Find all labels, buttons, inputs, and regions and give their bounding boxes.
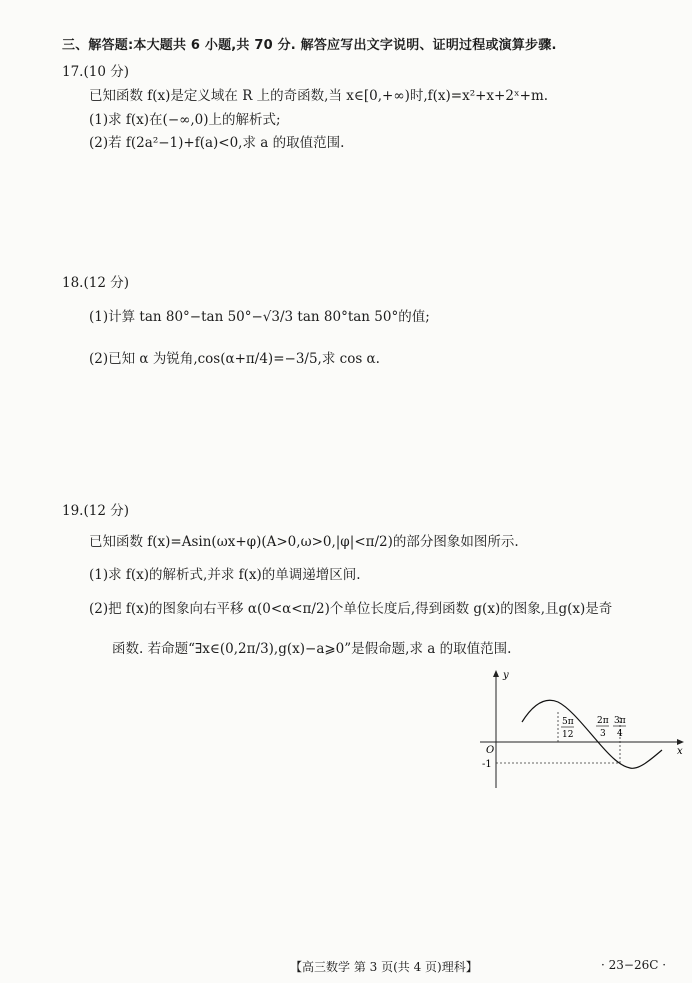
question-19-part-1: (1)求 f(x)的解析式,并求 f(x)的单调递增区间. [89,567,361,583]
question-17-header: 17.(10 分) [62,64,129,80]
question-19-stem: 已知函数 f(x)=Asin(ωx+φ)(A>0,ω>0,|φ|<π/2)的部分图象如图所示. [89,534,519,550]
tick-2pi3-denominator: 3 [600,729,606,739]
question-18-header: 18.(12 分) [62,275,129,291]
x-axis-label: x [677,746,683,757]
section-title: 三、解答题:本大题共 6 小题,共 70 分. 解答应写出文字说明、证明过程或演算步骤. [62,38,557,53]
footer-page-info: 【高三数学 第 3 页(共 4 页)理科】 [290,960,478,974]
question-17-part-1: (1)求 f(x)在(−∞,0)上的解析式; [89,112,281,128]
tick-3pi4-numerator: 3π [614,716,626,726]
tick-2pi-3 [596,716,609,739]
tick-2pi3-numerator: 2π [597,716,609,726]
tick-3pi4-denominator: 4 [617,729,623,739]
tick-5pi-12 [561,717,574,740]
neg-one-label: -1 [482,759,492,770]
function-graph [470,664,688,794]
question-19-part-2-line-2: 函数. 若命题“∃x∈(0,2π/3),g(x)−a⩾0”是假命题,求 a 的取值范围. [112,641,512,657]
question-17-stem: 已知函数 f(x)是定义域在 R 上的奇函数,当 x∈[0,+∞)时,f(x)=x²+x+2ˣ+m. [89,88,549,104]
footer-code: · 23−26C · [601,958,667,972]
tick-5pi12-numerator: 5π [562,717,574,727]
question-17-part-2: (2)若 f(2a²−1)+f(a)<0,求 a 的取值范围. [89,135,345,151]
question-19-header: 19.(12 分) [62,503,129,519]
question-18-part-2: (2)已知 α 为锐角,cos(α+π/4)=−3/5,求 cos α. [89,351,380,367]
tick-5pi12-denominator: 12 [562,730,574,740]
x-axis-arrow-icon [677,739,684,745]
y-axis-arrow-icon [493,670,499,677]
question-19-part-2-line-1: (2)把 f(x)的图象向右平移 α(0<α<π/2)个单位长度后,得到函数 g(x)的图象,且g(x)是奇 [89,601,613,617]
origin-label: O [486,745,495,756]
question-18-part-1: (1)计算 tan 80°−tan 50°−√3/3 tan 80°tan 50°的值; [89,309,430,325]
sine-curve [522,700,662,768]
y-axis-label: y [503,670,509,681]
tick-3pi-4 [613,716,626,739]
